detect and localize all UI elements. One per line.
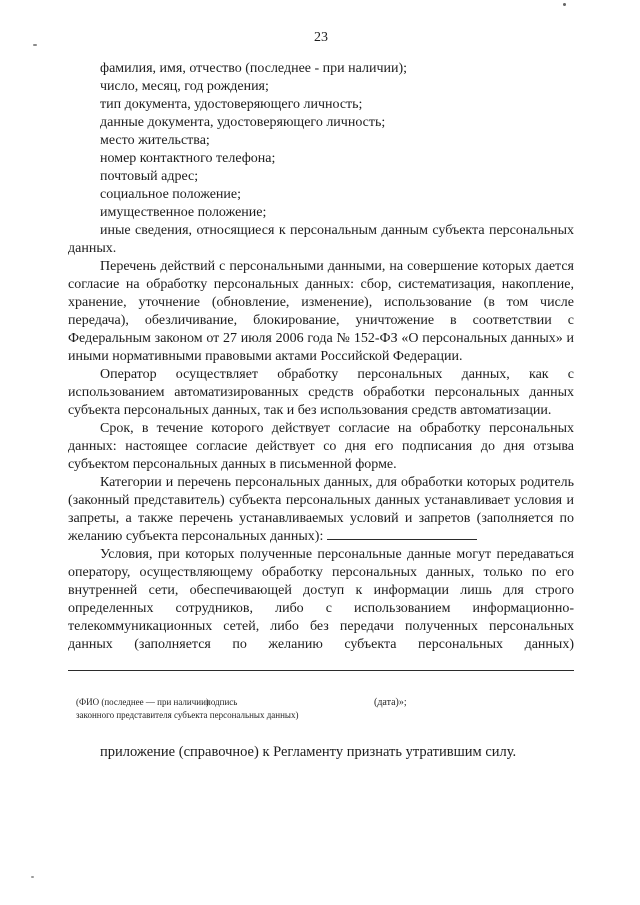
list-item: число, месяц, год рождения; xyxy=(100,79,269,94)
paragraph-text: Категории и перечень персональных данных, для обработки которых родитель (законный представитель) субъекта персональных данных устанавливает условия и запреты, а также перечень устанавливаемых условий и запретов (заполняется по желанию субъекта персональных данных): xyxy=(68,475,574,544)
date-caption: (дата)»; xyxy=(374,697,407,708)
paragraph-consent-term: Срок, в течение которого действует согласие на обработку персональных данных: настоящее согласие действует со дня его подписания до дня отзыва субъектом персональных данных в письменной форме. xyxy=(68,421,574,472)
signature-captions xyxy=(68,697,574,727)
fio-caption-line2: законного представителя субъекта персональных данных) xyxy=(76,710,299,720)
scan-artifact xyxy=(31,876,34,878)
list-item: тип документа, удостоверяющего личность; xyxy=(100,97,363,112)
fio-caption: (ФИО (последнее — при наличии) xyxy=(76,697,209,707)
personal-data-list xyxy=(68,60,574,258)
list-item: номер контактного телефона; xyxy=(100,151,276,166)
list-item: данные документа, удостоверяющего личность; xyxy=(100,115,386,130)
text-block xyxy=(68,30,574,762)
list-item: место жительства; xyxy=(100,133,210,148)
list-item: социальное положение; xyxy=(100,187,242,202)
closing-paragraph: приложение (справочное) к Регламенту признать утратившим силу. xyxy=(100,744,517,760)
list-item: фамилия, имя, отчество (последнее - при наличии); xyxy=(100,61,408,76)
list-item: имущественное положение; xyxy=(100,205,267,220)
scan-artifact xyxy=(33,44,37,46)
paragraph-actions-list: Перечень действий с персональными данными, на совершение которых дается согласие на обработку персональных данных: сбор, систематизация, накопление, хранение, уточнение (обновление, изменение), использование (в том числе передача), обезличивание, блокирование, уничтожение в соответствии с Федеральным законом от 27 июля 2006 года № 152-ФЗ «О персональных данных» и иными нормативными правовыми актами Российской Федерации. xyxy=(68,259,574,364)
sign-caption: подпись xyxy=(206,697,238,707)
list-item: иные сведения, относящиеся к персональным данным субъекта персональных данных. xyxy=(68,223,574,256)
list-item: почтовый адрес; xyxy=(100,169,199,184)
scan-artifact xyxy=(563,3,566,6)
signature-blank-line xyxy=(68,670,574,671)
blank-fill-line xyxy=(327,537,477,540)
paragraph-transfer-conditions: Условия, при которых полученные персональные данные могут передаваться оператору, осуществляющему обработку персональных данных, только по его внутренней сети, обеспечивающей доступ к информации лишь для строго определенных сотрудников, либо с использованием информационно-телекоммуникационных сетей, либо без передачи полученных персональных данных (заполняется по желанию субъекта персональных данных) xyxy=(68,547,574,652)
paragraph-categories-restrictions xyxy=(68,474,574,546)
page-number: 23 xyxy=(314,30,328,45)
paragraph-operator-processing: Оператор осуществляет обработку персональных данных, как с использованием автоматизированных средств обработки персональных данных субъекта персональных данных, так и без использования средств автоматизации. xyxy=(68,367,574,418)
